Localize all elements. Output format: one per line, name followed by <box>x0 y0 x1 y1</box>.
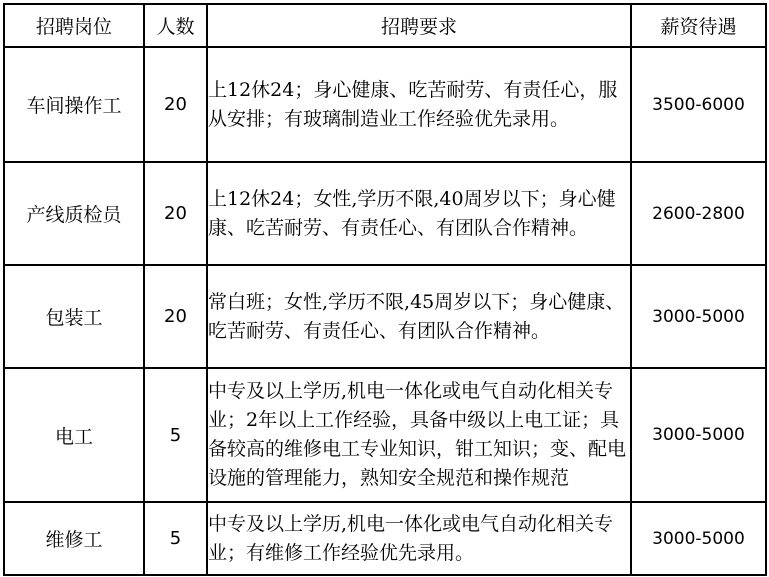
row-salary: 2600-2800 <box>631 162 766 265</box>
table-row <box>4 265 766 368</box>
table-row <box>4 162 766 265</box>
recruitment-table <box>3 3 767 576</box>
row-requirements: 上12休24；女性,学历不限,40周岁以下；身心健康、吃苦耐劳、有责任心、有团队合作精神。 <box>207 162 631 265</box>
row-position: 包装工 <box>4 265 144 368</box>
header-requirements: 招聘要求 <box>207 4 631 47</box>
row-position: 电工 <box>4 368 144 502</box>
row-requirements: 中专及以上学历,机电一体化或电气自动化相关专业；有维修工作经验优先录用。 <box>207 502 631 575</box>
row-salary: 3000-5000 <box>631 265 766 368</box>
row-requirements: 常白班；女性,学历不限,45周岁以下；身心健康、吃苦耐劳、有责任心、有团队合作精神。 <box>207 265 631 368</box>
header-salary: 薪资待遇 <box>631 4 766 47</box>
row-count: 5 <box>144 502 207 575</box>
row-salary: 3000-5000 <box>631 502 766 575</box>
row-salary: 3500-6000 <box>631 47 766 162</box>
row-position: 车间操作工 <box>4 47 144 162</box>
row-requirements: 中专及以上学历,机电一体化或电气自动化相关专业；2年以上工作经验，具备中级以上电工证；具备较高的维修电工专业知识，钳工知识；变、配电设施的管理能力，熟知安全规范和操作规范 <box>207 368 631 502</box>
row-position: 产线质检员 <box>4 162 144 265</box>
row-position: 维修工 <box>4 502 144 575</box>
table-header-row <box>4 4 766 47</box>
row-count: 20 <box>144 47 207 162</box>
row-requirements: 上12休24；身心健康、吃苦耐劳、有责任心，服从安排；有玻璃制造业工作经验优先录用。 <box>207 47 631 162</box>
header-count: 人数 <box>144 4 207 47</box>
table-row <box>4 368 766 502</box>
table-row <box>4 502 766 575</box>
row-salary: 3000-5000 <box>631 368 766 502</box>
table-row <box>4 47 766 162</box>
row-count: 20 <box>144 162 207 265</box>
row-count: 20 <box>144 265 207 368</box>
row-count: 5 <box>144 368 207 502</box>
header-position: 招聘岗位 <box>4 4 144 47</box>
